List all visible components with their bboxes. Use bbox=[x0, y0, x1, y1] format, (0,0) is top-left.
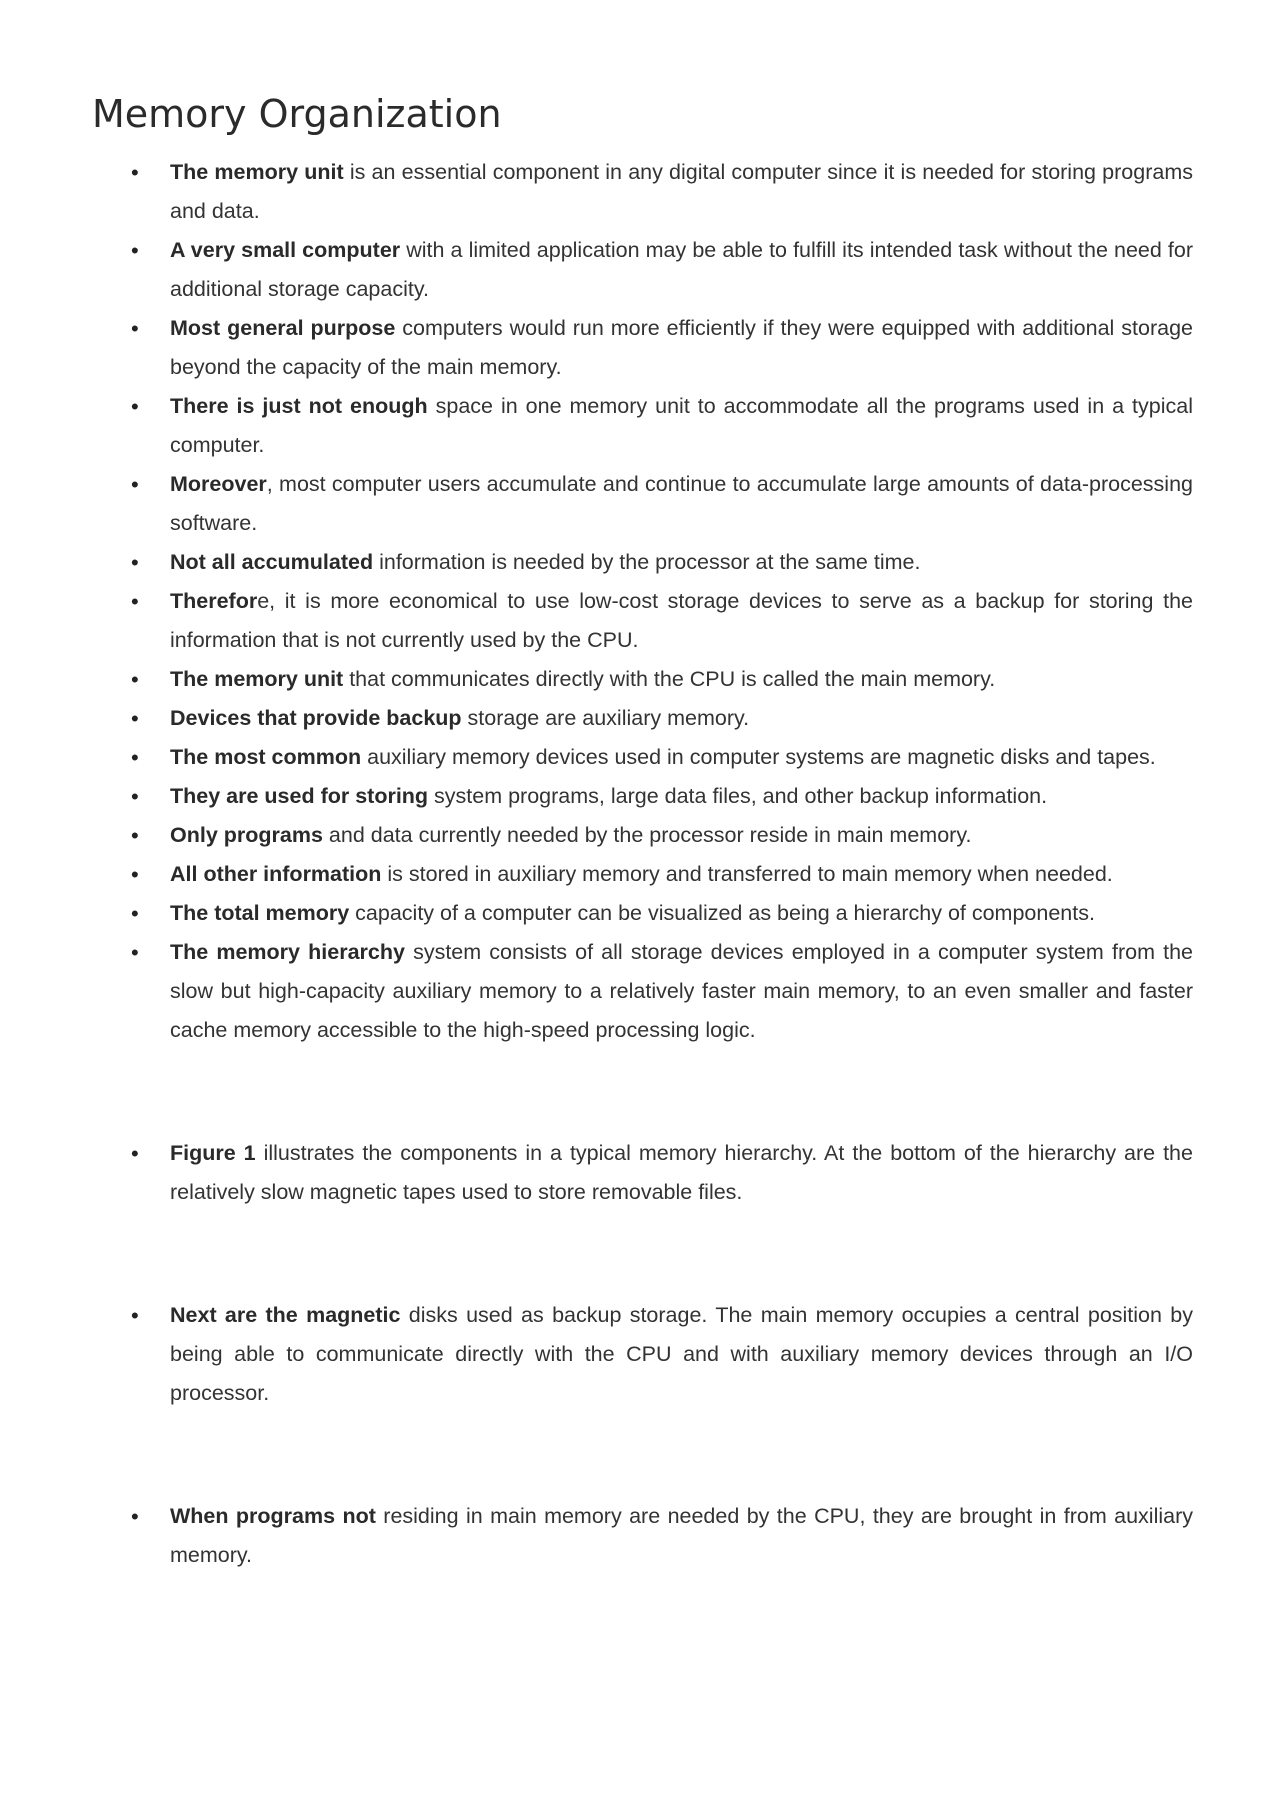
bullet-bold-lead: The most common bbox=[170, 745, 362, 769]
bullet-bold-lead: The total memory bbox=[170, 901, 350, 925]
bullet-text: e, it is more economical to use low-cost storage devices to serve as a backup for storing the information that is not currently used by the CPU. bbox=[170, 589, 1193, 652]
bullet-bold-lead: Figure 1 bbox=[170, 1141, 256, 1165]
list-item bbox=[170, 543, 1193, 582]
bullet-text: is stored in auxiliary memory and transferred to main memory when needed. bbox=[381, 862, 1113, 886]
list-item bbox=[170, 699, 1193, 738]
bullet-bold-lead: They are used for storing bbox=[170, 784, 429, 808]
bullet-bold-lead: All other information bbox=[170, 862, 382, 886]
bullet-bold-lead: A very small computer bbox=[170, 238, 401, 262]
page-title: Memory Organization bbox=[92, 92, 502, 136]
bullet-text: with a limited application may be able to fulfill its intended task without the need for additional storage capacity. bbox=[170, 238, 1193, 301]
bullet-bold-lead: The memory unit bbox=[170, 667, 344, 691]
list-item bbox=[170, 465, 1193, 543]
bullet-bold-lead: Next are the magnetic bbox=[170, 1303, 401, 1327]
list-item bbox=[170, 777, 1193, 816]
bullet-text: illustrates the components in a typical memory hierarchy. At the bottom of the hierarchy are the relatively slow magnetic tapes used to store removable files. bbox=[170, 1141, 1193, 1204]
bullet-text: , most computer users accumulate and continue to accumulate large amounts of data-processing software. bbox=[170, 472, 1193, 535]
bullet-text: residing in main memory are needed by the CPU, they are brought in from auxiliary memory. bbox=[170, 1504, 1193, 1567]
bullet-text: information is needed by the processor at the same time. bbox=[373, 550, 921, 574]
bullet-bold-lead: Moreover bbox=[170, 472, 267, 496]
bullet-text: disks used as backup storage. The main memory occupies a central position by being able to communicate directly with the CPU and with auxiliary memory devices through an I/O processor. bbox=[170, 1303, 1193, 1405]
bullet-text: that communicates directly with the CPU is called the main memory. bbox=[343, 667, 996, 691]
bullet-bold-lead: The memory unit bbox=[170, 160, 344, 184]
list-item bbox=[170, 660, 1193, 699]
list-item bbox=[170, 855, 1193, 894]
list-item bbox=[170, 153, 1193, 231]
list-item bbox=[170, 309, 1193, 387]
bullet-bold-lead: Only programs bbox=[170, 823, 323, 847]
bullet-text: capacity of a computer can be visualized as being a hierarchy of components. bbox=[349, 901, 1095, 925]
bullet-bold-lead: Devices that provide backup bbox=[170, 706, 462, 730]
bullet-bold-lead: The memory hierarchy bbox=[170, 940, 405, 964]
list-item bbox=[170, 933, 1193, 1050]
bullet-text: and data currently needed by the processor reside in main memory. bbox=[322, 823, 972, 847]
list-item bbox=[170, 387, 1193, 465]
list-item bbox=[170, 1134, 1193, 1212]
bullet-text: storage are auxiliary memory. bbox=[461, 706, 750, 730]
bullet-text: computers would run more efficiently if they were equipped with additional storage beyond the capacity of the main memory. bbox=[170, 316, 1193, 379]
bullet-text: system consists of all storage devices employed in a computer system from the slow but high-capacity auxiliary memory to a relatively faster main memory, to an even smaller and faster cache memory accessible to the high-speed processing logic. bbox=[170, 940, 1193, 1042]
list-item bbox=[170, 1296, 1193, 1413]
list-item bbox=[170, 738, 1193, 777]
bullet-bold-lead: Most general purpose bbox=[170, 316, 396, 340]
bullet-text: auxiliary memory devices used in computer systems are magnetic disks and tapes. bbox=[361, 745, 1156, 769]
bullet-bold-lead: Not all accumulated bbox=[170, 550, 374, 574]
list-item bbox=[170, 231, 1193, 309]
bullet-text: is an essential component in any digital computer since it is needed for storing programs and data. bbox=[170, 160, 1193, 223]
bullet-bold-lead: Therefor bbox=[170, 589, 258, 613]
list-item bbox=[170, 894, 1193, 933]
bullet-text: space in one memory unit to accommodate all the programs used in a typical computer. bbox=[170, 394, 1193, 457]
list-item bbox=[170, 582, 1193, 660]
list-item bbox=[170, 1497, 1193, 1575]
bullet-list bbox=[170, 153, 1193, 1575]
bullet-text: system programs, large data files, and other backup information. bbox=[428, 784, 1048, 808]
bullet-bold-lead: When programs not bbox=[170, 1504, 376, 1528]
list-item bbox=[170, 816, 1193, 855]
bullet-bold-lead: There is just not enough bbox=[170, 394, 428, 418]
